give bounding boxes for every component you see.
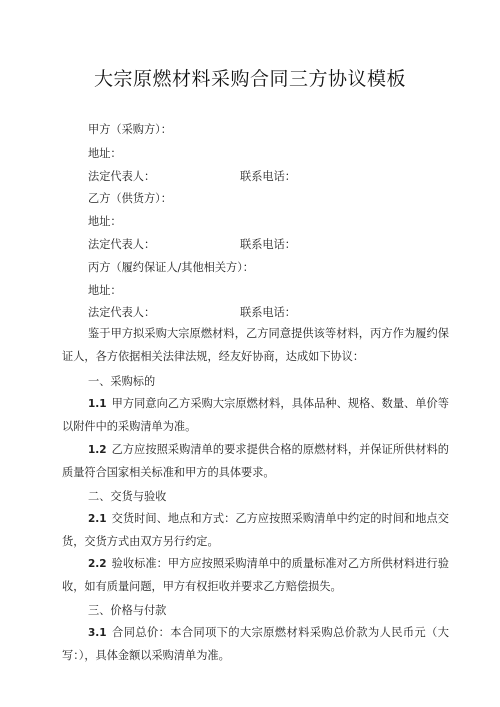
- clause-2-2-text: 验收标准：甲方应按照采购清单中的质量标准对乙方所供材料进行验收，如有质量问题，甲方有权拒收并要求乙方赔偿损失。: [62, 557, 449, 593]
- party-b-phone: 联系电话：: [240, 238, 296, 251]
- clause-3-1: [62, 622, 449, 667]
- section-1-heading: 一、采购标的: [88, 375, 156, 388]
- clause-1-1: [62, 393, 449, 438]
- party-c-address: 地址：: [88, 284, 122, 297]
- intro-paragraph: 鉴于甲方拟采购大宗原燃材料，乙方同意提供该等材料，丙方作为履约保证人，各方依据相关法律法规，经友好协商，达成如下协议：: [62, 327, 449, 363]
- clause-2-2: [62, 553, 449, 598]
- clause-3-1-text: 合同总价：本合同项下的大宗原燃材料采购总价款为人民币元（大写：），具体金额以采购清单为准。: [62, 626, 449, 662]
- clause-2-1: [62, 508, 449, 553]
- party-c-phone: 联系电话：: [240, 306, 296, 319]
- clause-1-2-text: 乙方应按照采购清单的要求提供合格的原燃材料，并保证所供材料的质量符合国家相关标准和甲方的具体要求。: [62, 443, 449, 479]
- party-b-representative: 法定代表人：: [88, 238, 156, 251]
- party-a-phone: 联系电话：: [240, 170, 296, 183]
- clause-1-1-number: 1.1: [88, 398, 107, 410]
- party-b-address: 地址：: [88, 215, 122, 228]
- party-c-label: 丙方（履约保证人/其他相关方）：: [88, 261, 254, 274]
- party-a-label: 甲方（采购方）：: [88, 123, 172, 136]
- clause-2-1-number: 2.1: [88, 513, 107, 525]
- party-c-representative: 法定代表人：: [88, 306, 156, 319]
- section-2-heading: 二、交货与验收: [88, 490, 167, 503]
- party-b-label: 乙方（供货方）：: [88, 192, 172, 205]
- clause-1-2-number: 1.2: [88, 444, 107, 456]
- party-a-representative: 法定代表人：: [88, 170, 156, 183]
- document-title: 大宗原燃材料采购合同三方协议模板: [93, 68, 406, 90]
- clause-1-1-text: 甲方同意向乙方采购大宗原燃材料，具体品种、规格、数量、单价等以附件中的采购清单为准。: [62, 397, 449, 433]
- clause-2-2-number: 2.2: [88, 558, 107, 570]
- clause-2-1-text: 交货时间、地点和方式：乙方应按照采购清单中约定的时间和地点交货，交货方式由双方另行约定。: [62, 512, 449, 548]
- section-3-heading: 三、价格与付款: [88, 604, 167, 617]
- party-a-address: 地址：: [88, 147, 122, 160]
- clause-3-1-number: 3.1: [88, 627, 107, 639]
- clause-1-2: [62, 439, 449, 484]
